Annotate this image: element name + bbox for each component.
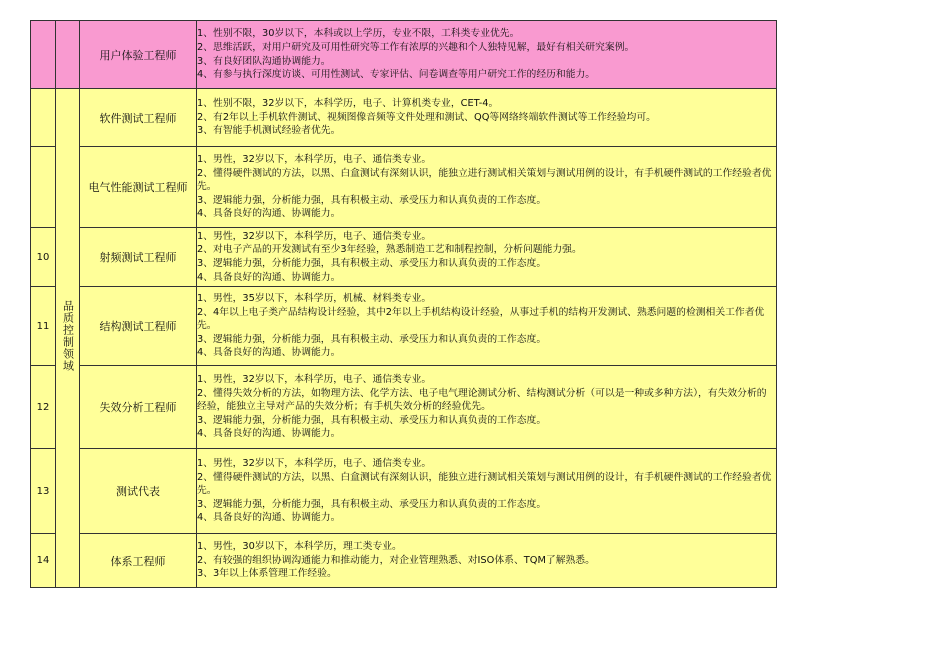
- row-number-cell[interactable]: [31, 89, 56, 147]
- requirement-line: 2、有2年以上手机软件测试、视频图像音频等文件处理和测试、QQ等网络终端软件测试等工作经验均可。: [197, 111, 656, 123]
- requirement-line: 3、3年以上体系管理工作经验。: [197, 568, 337, 580]
- requirement-line: 1、男性，32岁以下，本科学历，电子、通信类专业。: [197, 154, 432, 166]
- requirement-line: 1、男性，32岁以下，本科学历，电子、通信类专业。: [197, 374, 432, 386]
- requirement-line: 4、具备良好的沟通、协调能力。: [197, 428, 341, 440]
- requirements-cell[interactable]: [197, 449, 777, 534]
- requirement-line: 1、男性，35岁以下，本科学历，机械、材料类专业。: [197, 293, 432, 305]
- requirement-line: 3、有智能手机测试经验者优先。: [197, 125, 341, 137]
- table-row: [31, 449, 777, 534]
- requirement-line: 2、有较强的组织协调沟通能力和推动能力，对企业管理熟悉、对ISO体系、TQM了解熟悉。: [197, 554, 595, 566]
- requirement-line: 3、逻辑能力强，分析能力强，具有积极主动、承受压力和认真负责的工作态度。: [197, 333, 547, 345]
- requirement-line: 2、4年以上电子类产品结构设计经验，其中2年以上手机结构设计经验，从事过手机的结构开发测试、熟悉问题的检测相关工作者优先。: [197, 306, 765, 332]
- position-cell[interactable]: 测试代表: [80, 449, 197, 534]
- category-cell[interactable]: [56, 21, 80, 89]
- requirement-line: 4、具备良好的沟通、协调能力。: [197, 271, 341, 283]
- position-cell[interactable]: 射频测试工程师: [80, 228, 197, 287]
- requirement-line: 4、有参与执行深度访谈、可用性测试、专家评估、问卷调查等用户研究工作的经历和能力。: [197, 69, 596, 81]
- requirement-line: 3、逻辑能力强，分析能力强，具有积极主动、承受压力和认真负责的工作态度。: [197, 414, 547, 426]
- position-cell[interactable]: 结构测试工程师: [80, 287, 197, 366]
- requirements-cell[interactable]: [197, 89, 777, 147]
- requirement-line: 1、男性，32岁以下，本科学历，电子、通信类专业。: [197, 230, 432, 242]
- row-number-cell[interactable]: 13: [31, 449, 56, 534]
- requirement-line: 4、具备良好的沟通、协调能力。: [197, 208, 341, 220]
- requirement-line: 4、具备良好的沟通、协调能力。: [197, 512, 341, 524]
- requirements-cell[interactable]: [197, 366, 777, 449]
- requirement-line: 1、性别不限，30岁以下，本科或以上学历，专业不限，工科类专业优先。: [197, 28, 520, 40]
- row-number-cell[interactable]: 14: [31, 534, 56, 588]
- row-number-cell[interactable]: 10: [31, 228, 56, 287]
- requirements-cell[interactable]: [197, 534, 777, 588]
- requirement-line: 2、懂得硬件测试的方法，以黑、白盒测试有深刻认识，能独立进行测试相关策划与测试用例的设计，有手机硬件测试的工作经验者优先。: [197, 471, 772, 497]
- requirement-line: 1、男性，32岁以下，本科学历，电子、通信类专业。: [197, 458, 432, 470]
- position-cell[interactable]: 电气性能测试工程师: [80, 147, 197, 228]
- row-number-cell[interactable]: [31, 21, 56, 89]
- position-cell[interactable]: 失效分析工程师: [80, 366, 197, 449]
- table-row: [31, 21, 777, 89]
- job-requirements-table: [30, 20, 777, 588]
- row-number-cell[interactable]: 12: [31, 366, 56, 449]
- requirements-cell[interactable]: [197, 21, 777, 89]
- requirement-line: 2、懂得硬件测试的方法，以黑、白盒测试有深刻认识，能独立进行测试相关策划与测试用例的设计，有手机硬件测试的工作经验者优先。: [197, 167, 772, 193]
- requirements-cell[interactable]: [197, 147, 777, 228]
- table-row: [31, 534, 777, 588]
- table-row: [31, 366, 777, 449]
- requirement-line: 3、逻辑能力强，分析能力强，具有积极主动、承受压力和认真负责的工作态度。: [197, 194, 547, 206]
- table-row: [31, 228, 777, 287]
- position-cell[interactable]: 体系工程师: [80, 534, 197, 588]
- position-cell[interactable]: 软件测试工程师: [80, 89, 197, 147]
- position-cell[interactable]: 用户体验工程师: [80, 21, 197, 89]
- requirement-line: 3、逻辑能力强，分析能力强，具有积极主动、承受压力和认真负责的工作态度。: [197, 498, 547, 510]
- table-row: [31, 147, 777, 228]
- table-row: [31, 287, 777, 366]
- requirement-line: 3、有良好团队沟通协调能力。: [197, 55, 331, 67]
- requirement-line: 2、思维活跃，对用户研究及可用性研究等工作有浓厚的兴趣和个人独特见解，最好有相关研究案例。: [197, 41, 635, 53]
- category-label: 品质控制领域: [61, 300, 75, 372]
- row-number-cell[interactable]: 11: [31, 287, 56, 366]
- category-cell[interactable]: [56, 89, 80, 588]
- requirement-line: 1、性别不限，32岁以下，本科学历，电子、计算机类专业，CET-4。: [197, 98, 499, 110]
- requirement-line: 2、对电子产品的开发测试有至少3年经验，熟悉制造工艺和制程控制，分析问题能力强。: [197, 244, 582, 256]
- requirement-line: 2、懂得失效分析的方法，如物理方法、化学方法、电子电气理论测试分析、结构测试分析（可以是一种或多种方法），有失效分析的经验，能独立主导对产品的失效分析；有手机失效分析的经验优先。: [197, 387, 767, 413]
- requirements-cell[interactable]: [197, 228, 777, 287]
- row-number-cell[interactable]: [31, 147, 56, 228]
- table-row: [31, 89, 777, 147]
- requirement-line: 1、男性，30岁以下，本科学历，理工类专业。: [197, 541, 402, 553]
- requirement-line: 4、具备良好的沟通、协调能力。: [197, 347, 341, 359]
- requirements-cell[interactable]: [197, 287, 777, 366]
- requirement-line: 3、逻辑能力强，分析能力强，具有积极主动、承受压力和认真负责的工作态度。: [197, 258, 547, 269]
